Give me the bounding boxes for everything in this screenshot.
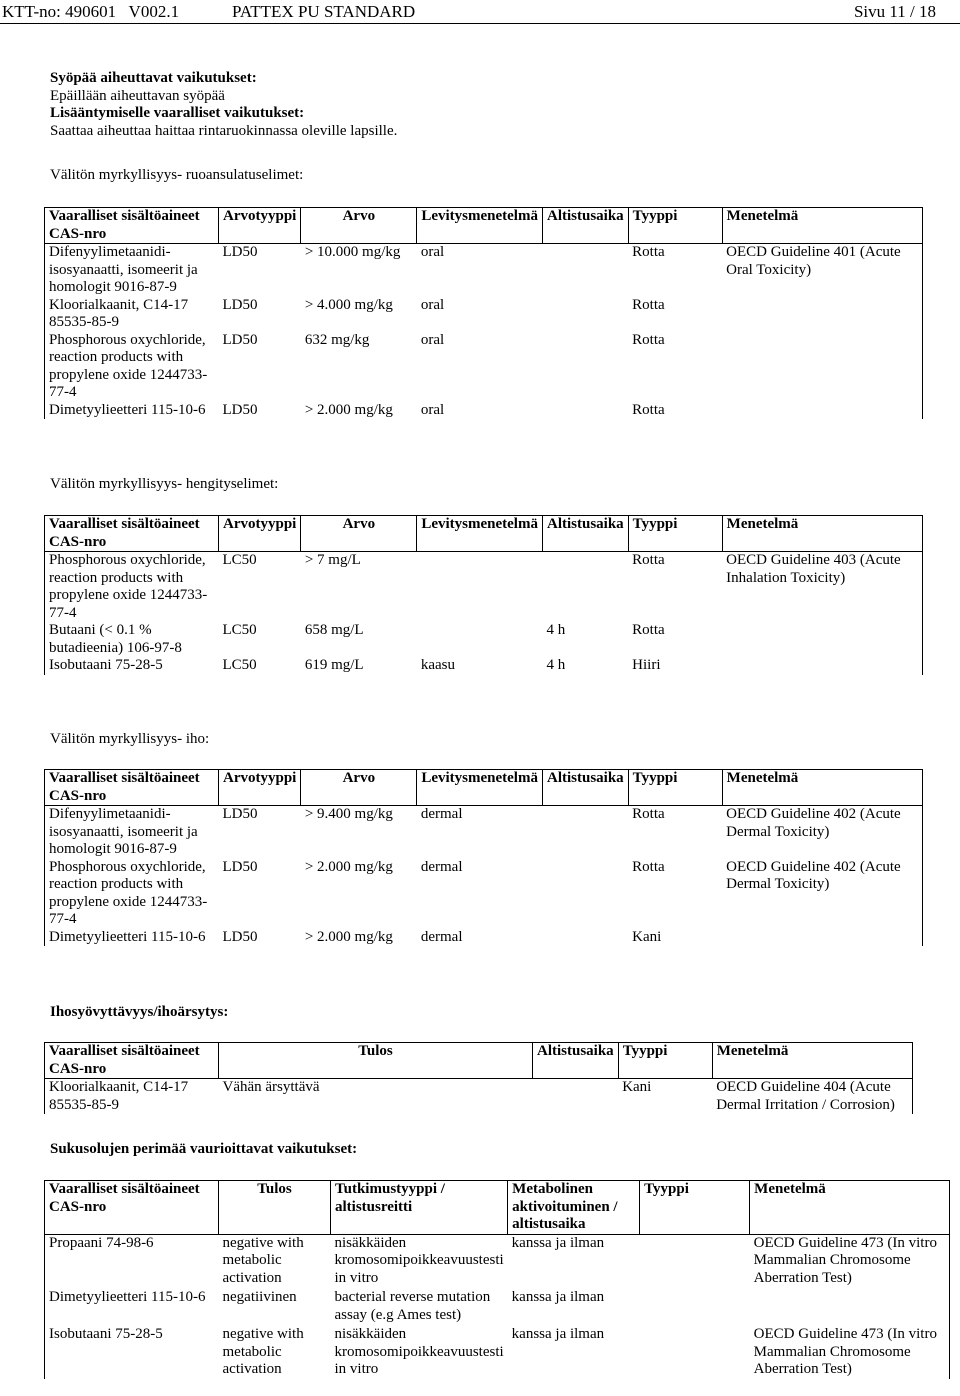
cell-substance: Kloorialkaanit, C14-17 85535-85-9 — [45, 1079, 219, 1115]
col-header-method: Menetelmä — [722, 208, 922, 244]
col-header-value: Arvo — [301, 770, 417, 806]
col-header-value: Arvo — [301, 208, 417, 244]
cell-value-type: LC50 — [222, 657, 257, 673]
cell-exposure-time — [542, 806, 628, 859]
col-header-exposure-time: Altistusaika — [542, 770, 628, 806]
cell-route: dermal — [420, 858, 463, 875]
cell-species: Rotta — [632, 806, 665, 822]
cell-species: Rotta — [632, 401, 665, 418]
dermal-toxicity-title: Välitön myrkyllisyys- iho: — [50, 731, 210, 747]
mutagenicity-table — [44, 1180, 950, 1379]
cell-route: oral — [420, 244, 445, 260]
cell-exposure-time — [533, 1079, 619, 1115]
cell-result: Vähän ärsyttävä — [222, 1079, 320, 1095]
cell-value-type: LD50 — [222, 858, 258, 875]
cell-value: > 2.000 mg/kg — [304, 858, 393, 875]
skin-irritation-title: Ihosyövyttävyys/ihoärsytys: — [50, 1004, 229, 1020]
cell-exposure-time — [542, 552, 628, 623]
cell-substance: Dimetyylieetteri 115-10-6 — [45, 929, 219, 947]
cell-exposure-time — [542, 332, 628, 402]
col-header-value-type: Arvotyyppi — [219, 770, 301, 806]
cell-species: Rotta — [632, 296, 665, 313]
cell-exposure-time — [542, 929, 628, 947]
cell-method — [722, 657, 922, 675]
cell-route: dermal — [420, 928, 463, 945]
cell-species — [640, 1234, 750, 1289]
carcinogenicity-heading: Syöpää aiheuttavat vaikutukset: — [50, 70, 257, 86]
cell-route — [417, 552, 543, 623]
cell-method — [722, 297, 922, 332]
col-header-exposure-time: Altistusaika — [542, 516, 628, 552]
col-header-result: Tulos — [219, 1043, 533, 1079]
page-header — [0, 0, 960, 24]
col-header-species: Tyyppi — [628, 516, 722, 552]
cell-method: OECD Guideline 404 (Acute Dermal Irritation / Corrosion) — [712, 1079, 912, 1115]
dermal-toxicity-table — [44, 769, 923, 946]
cell-substance: Dimetyylieetteri 115-10-6 — [45, 1289, 219, 1326]
col-header-substance: Vaaralliset sisältöaineet CAS-nro — [45, 516, 219, 552]
hazard-info — [50, 70, 910, 140]
cell-route — [417, 622, 543, 657]
cell-value-type: LD50 — [222, 331, 258, 348]
cell-metabolic-activation: kanssa ja ilman — [511, 1326, 605, 1342]
col-header-method: Menetelmä — [722, 516, 922, 552]
cell-method: OECD Guideline 402 (Acute Dermal Toxicity) — [722, 859, 922, 929]
cell-route: oral — [420, 331, 445, 348]
cell-species — [640, 1326, 750, 1379]
cell-exposure-time — [542, 402, 628, 420]
reproductive-heading: Lisääntymiselle vaaralliset vaikutukset: — [50, 105, 305, 121]
cell-value-type: LD50 — [222, 244, 258, 260]
cell-route: oral — [420, 296, 445, 313]
cell-metabolic-activation: kanssa ja ilman — [511, 1289, 605, 1305]
cell-species: Rotta — [632, 331, 665, 348]
cell-species: Kani — [622, 1079, 652, 1095]
table-row — [45, 297, 923, 332]
table-row — [45, 1079, 913, 1115]
cell-value: > 2.000 mg/kg — [304, 401, 393, 418]
col-header-substance: Vaaralliset sisältöaineet CAS-nro — [45, 208, 219, 244]
col-header-route: Levitysmenetelmä — [417, 516, 543, 552]
table-row — [45, 657, 923, 675]
table-row — [45, 244, 923, 297]
cell-substance: Difenyylimetaanidi-isosyanaatti, isomeerit ja homologit 9016-87-9 — [45, 806, 219, 859]
cell-value-type: LD50 — [222, 928, 258, 945]
product-name: PATTEX PU STANDARD — [232, 2, 416, 21]
cell-route: oral — [420, 401, 445, 418]
col-header-result: Tulos — [219, 1181, 331, 1235]
cell-study-type: nisäkkäiden kromosomipoikkeavuustesti in vitro — [334, 1326, 504, 1377]
table-row — [45, 402, 923, 420]
col-header-species: Tyyppi — [628, 770, 722, 806]
header-rule — [0, 23, 960, 24]
table-row — [45, 806, 923, 859]
cell-substance: Isobutaani 75-28-5 — [45, 657, 219, 675]
cell-result: negative with metabolic activation — [222, 1326, 304, 1377]
cell-method: OECD Guideline 403 (Acute Inhalation Toxicity) — [722, 552, 922, 623]
cell-substance: Phosphorous oxychloride, reaction products with propylene oxide 1244733-77-4 — [45, 332, 219, 402]
cell-species: Hiiri — [632, 657, 661, 673]
cell-route: kaasu — [420, 657, 455, 673]
col-header-species: Tyyppi — [640, 1181, 750, 1235]
document-id: KTT-no: 490601 V002.1 — [2, 2, 180, 21]
col-header-method: Menetelmä — [712, 1043, 912, 1079]
skin-irritation-table — [44, 1042, 913, 1114]
cell-substance: Phosphorous oxychloride, reaction products with propylene oxide 1244733-77-4 — [45, 552, 219, 623]
mutagenicity-title: Sukusolujen perimää vaurioittavat vaikutukset: — [50, 1141, 358, 1157]
cell-substance: Isobutaani 75-28-5 — [45, 1326, 219, 1379]
cell-value-type: LC50 — [222, 622, 257, 638]
cell-method — [722, 929, 922, 947]
cell-species — [640, 1289, 750, 1326]
cell-exposure-time — [542, 859, 628, 929]
cell-value: > 7 mg/L — [304, 552, 361, 568]
table-row — [45, 622, 923, 657]
cell-value: > 2.000 mg/kg — [304, 928, 393, 945]
col-header-study-type: Tutkimustyyppi / altistusreitti — [331, 1181, 508, 1235]
cell-species: Rotta — [632, 552, 665, 568]
cell-substance: Propaani 74-98-6 — [45, 1234, 219, 1289]
cell-method — [722, 622, 922, 657]
cell-value-type: LC50 — [222, 552, 257, 568]
cell-substance: Dimetyylieetteri 115-10-6 — [45, 402, 219, 420]
cell-value: 658 mg/L — [304, 622, 364, 638]
table-row — [45, 1234, 950, 1289]
inhalation-toxicity-title: Välitön myrkyllisyys- hengityselimet: — [50, 476, 279, 492]
cell-exposure-time: 4 h — [546, 657, 566, 673]
cell-metabolic-activation: kanssa ja ilman — [511, 1234, 605, 1251]
table-row — [45, 859, 923, 929]
col-header-substance: Vaaralliset sisältöaineet CAS-nro — [45, 1181, 219, 1235]
col-header-route: Levitysmenetelmä — [417, 770, 543, 806]
cell-method — [722, 332, 922, 402]
cell-method — [722, 402, 922, 420]
cell-method: OECD Guideline 473 (In vitro Mammalian Chromosome Aberration Test) — [750, 1326, 950, 1379]
table-row — [45, 929, 923, 947]
cell-value-type: LD50 — [222, 806, 258, 822]
cell-route: dermal — [420, 806, 463, 822]
col-header-method: Menetelmä — [750, 1181, 950, 1235]
cell-substance: Kloorialkaanit, C14-17 85535-85-9 — [45, 297, 219, 332]
col-header-metabolic-activation: Metabolinen aktivoituminen / altistusaika — [508, 1181, 640, 1235]
cell-method — [750, 1289, 950, 1326]
table-row — [45, 552, 923, 623]
col-header-value: Arvo — [301, 516, 417, 552]
col-header-route: Levitysmenetelmä — [417, 208, 543, 244]
cell-exposure-time: 4 h — [546, 622, 566, 638]
oral-toxicity-title: Välitön myrkyllisyys- ruoansulatuselimet: — [50, 167, 304, 183]
cell-exposure-time — [542, 244, 628, 297]
col-header-method: Menetelmä — [722, 770, 922, 806]
cell-species: Rotta — [632, 858, 665, 875]
page-number: Sivu 11 / 18 — [853, 2, 936, 21]
col-header-substance: Vaaralliset sisältöaineet CAS-nro — [45, 1043, 219, 1079]
col-header-species: Tyyppi — [618, 1043, 712, 1079]
cell-value: 632 mg/kg — [304, 331, 370, 348]
cell-value: > 9.400 mg/kg — [304, 806, 393, 822]
oral-toxicity-table — [44, 207, 923, 419]
col-header-substance: Vaaralliset sisältöaineet CAS-nro — [45, 770, 219, 806]
cell-value-type: LD50 — [222, 401, 258, 418]
cell-value: > 4.000 mg/kg — [304, 296, 393, 313]
col-header-species: Tyyppi — [628, 208, 722, 244]
carcinogenicity-text: Epäillään aiheuttavan syöpää — [50, 87, 225, 104]
cell-method: OECD Guideline 473 (In vitro Mammalian Chromosome Aberration Test) — [750, 1234, 950, 1289]
table-row — [45, 1326, 950, 1379]
cell-species: Rotta — [632, 622, 665, 638]
cell-value-type: LD50 — [222, 296, 258, 313]
cell-exposure-time — [542, 297, 628, 332]
cell-substance: Difenyylimetaanidi-isosyanaatti, isomeerit ja homologit 9016-87-9 — [45, 244, 219, 297]
cell-species: Kani — [632, 928, 662, 945]
cell-method: OECD Guideline 402 (Acute Dermal Toxicity) — [722, 806, 922, 859]
col-header-value-type: Arvotyyppi — [219, 208, 301, 244]
cell-result: negative with metabolic activation — [222, 1234, 304, 1286]
reproductive-text: Saattaa aiheuttaa haittaa rintaruokinnassa oleville lapsille. — [50, 122, 398, 139]
cell-species: Rotta — [632, 244, 665, 260]
table-row — [45, 332, 923, 402]
cell-substance: Phosphorous oxychloride, reaction products with propylene oxide 1244733-77-4 — [45, 859, 219, 929]
table-row — [45, 1289, 950, 1326]
cell-value: 619 mg/L — [304, 657, 364, 673]
col-header-value-type: Arvotyyppi — [219, 516, 301, 552]
col-header-exposure-time: Altistusaika — [533, 1043, 619, 1079]
cell-substance: Butaani (< 0.1 % butadieenia) 106-97-8 — [45, 622, 219, 657]
inhalation-toxicity-table — [44, 515, 923, 675]
cell-result: negatiivinen — [222, 1289, 297, 1305]
cell-method: OECD Guideline 401 (Acute Oral Toxicity) — [722, 244, 922, 297]
col-header-exposure-time: Altistusaika — [542, 208, 628, 244]
cell-study-type: nisäkkäiden kromosomipoikkeavuustesti in vitro — [334, 1234, 504, 1286]
cell-study-type: bacterial reverse mutation assay (e.g Ames test) — [334, 1289, 491, 1323]
cell-value: > 10.000 mg/kg — [304, 244, 401, 260]
